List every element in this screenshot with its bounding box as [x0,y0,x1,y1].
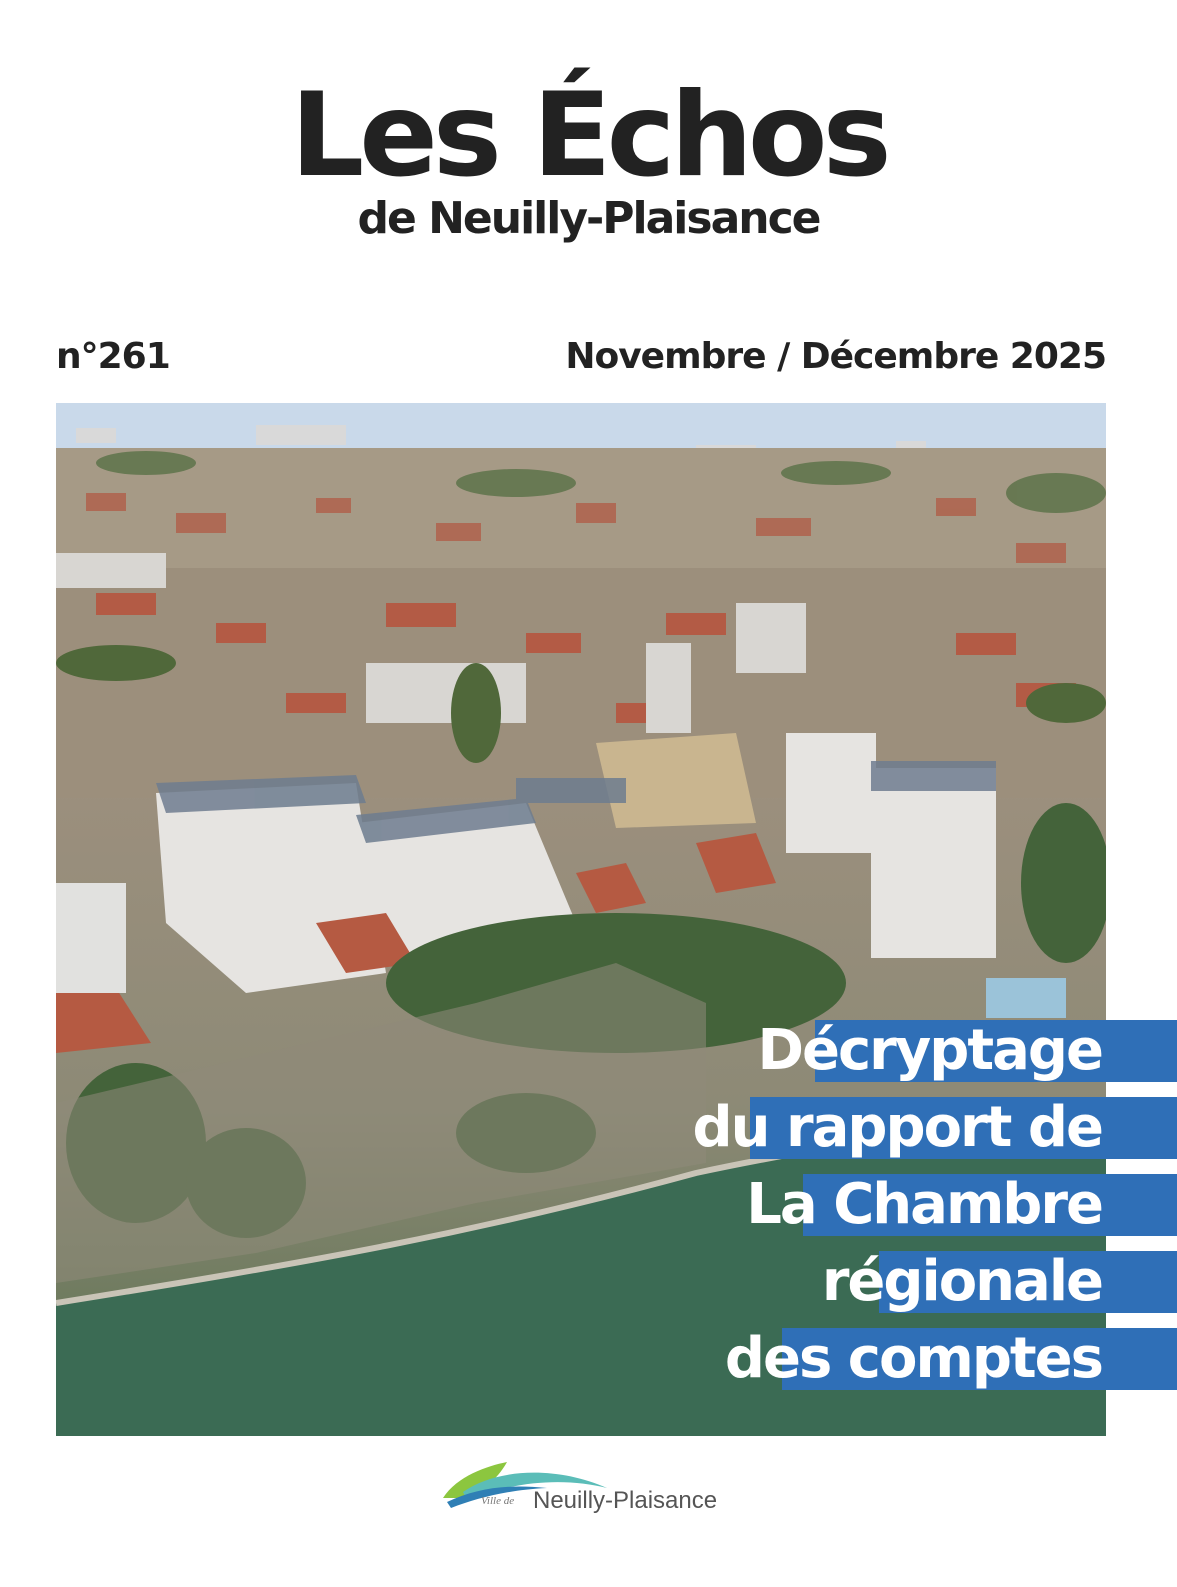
logo-city-name: Neuilly-Plaisance [533,1487,718,1514]
issue-info [56,336,1106,386]
masthead [0,68,1177,244]
headline-line: régionale [879,1251,1177,1313]
issue-date: Novembre / Décembre 2025 [565,336,1106,377]
headline-line: des comptes [782,1328,1177,1390]
logo-prefix: Ville de [481,1495,515,1507]
magazine-subtitle: de Neuilly-Plaisance [357,193,820,244]
headline-line: La Chambre [803,1174,1177,1236]
issue-number: n°261 [56,336,170,377]
city-logo [437,1458,737,1518]
headline-line: Décryptage [815,1020,1177,1082]
magazine-title: Les Échos [290,68,887,203]
cover-headline [586,1020,1106,1405]
headline-line: du rapport de [750,1097,1177,1159]
